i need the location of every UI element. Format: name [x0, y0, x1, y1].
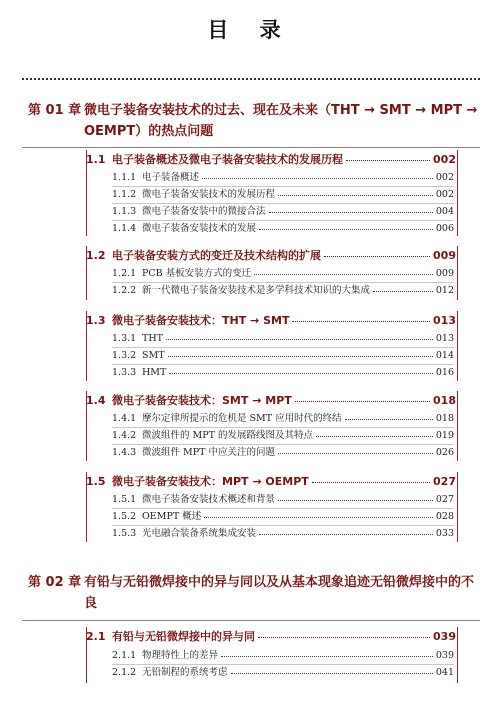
entry-page: 026 — [435, 447, 454, 458]
entry-page: 014 — [435, 350, 454, 361]
entry-number: 1.1.3 — [112, 206, 137, 217]
toc-entry[interactable] — [112, 365, 454, 381]
section-heading[interactable] — [86, 247, 456, 265]
entry-number: 1.2.2 — [112, 285, 137, 296]
entry-number: 1.1.4 — [112, 223, 137, 234]
entry-page: 016 — [435, 367, 454, 378]
dot-leader — [312, 473, 430, 483]
section-heading[interactable] — [86, 392, 456, 410]
dotted-divider — [22, 78, 480, 80]
entry-page: 039 — [435, 650, 454, 661]
chapter-number: 第 01 章 — [28, 103, 82, 118]
chapter-heading[interactable] — [28, 100, 478, 142]
entry-number: 1.4.3 — [112, 447, 137, 458]
entry-number: 1.2.1 — [112, 268, 137, 279]
dot-leader — [254, 266, 433, 275]
entry-number: 1.3.2 — [112, 350, 137, 361]
entry-page: 018 — [435, 413, 454, 424]
entry-number: 1.5.2 — [112, 511, 137, 522]
toc-entry[interactable] — [112, 204, 454, 220]
toc-entry[interactable] — [112, 170, 454, 186]
entry-title: 微电子装备安装技术的发展历程 — [142, 189, 276, 200]
dot-leader — [168, 348, 433, 357]
entry-title: 摩尔定律所提示的危机是 SMT 应用时代的终结 — [142, 413, 342, 424]
entry-title: 微波组件的 MPT 的发展路线图及其特点 — [142, 430, 313, 441]
toc-entry[interactable] — [112, 331, 454, 347]
entry-title: HMT — [142, 367, 167, 378]
entry-title: PCB 基板安装方式的变迁 — [142, 268, 252, 279]
entry-title: 电子装备概述 — [142, 172, 200, 183]
dot-leader — [258, 628, 430, 638]
section-page: 027 — [433, 475, 456, 488]
dot-leader — [221, 648, 433, 657]
entry-page: 041 — [435, 667, 454, 678]
toc-entry[interactable] — [112, 492, 454, 508]
section-page: 039 — [433, 630, 456, 643]
toc-entry[interactable] — [112, 445, 454, 461]
section-heading[interactable] — [86, 628, 456, 646]
entry-page: 009 — [435, 268, 454, 279]
entry-page: 019 — [435, 430, 454, 441]
entry-title: 微电子装备安装技术的发展 — [142, 223, 257, 234]
toc-entry[interactable] — [112, 648, 454, 664]
dot-leader — [204, 509, 433, 518]
entry-title: 无铅制程的系统考虑 — [142, 667, 228, 678]
dot-leader — [316, 428, 433, 437]
dot-leader — [295, 392, 430, 402]
entry-page: 027 — [435, 494, 454, 505]
entry-page: 006 — [435, 223, 454, 234]
section-heading[interactable] — [86, 473, 456, 491]
entry-number: 1.5.3 — [112, 528, 137, 539]
section-number: 1.3 — [86, 314, 106, 327]
toc-entry[interactable] — [112, 526, 454, 542]
dot-leader — [202, 170, 433, 179]
dot-leader — [373, 283, 433, 292]
entry-number: 1.5.1 — [112, 494, 137, 505]
toc-entry[interactable] — [112, 221, 454, 237]
entry-number: 1.4.1 — [112, 413, 137, 424]
section-page: 002 — [433, 153, 456, 166]
dot-leader — [278, 445, 433, 454]
entry-title: SMT — [142, 350, 165, 361]
section-number: 2.1 — [86, 630, 106, 643]
dot-leader — [169, 365, 433, 374]
chapter-divider — [22, 620, 480, 621]
section-page: 013 — [433, 314, 456, 327]
entry-title: OEMPT 概述 — [142, 511, 202, 522]
dot-leader — [259, 526, 433, 535]
dot-leader — [259, 221, 433, 230]
dot-leader — [324, 247, 430, 257]
section-title: 微电子装备安装技术：SMT → MPT — [112, 394, 292, 407]
toc-entry[interactable] — [112, 187, 454, 203]
entry-number: 1.3.1 — [112, 333, 137, 344]
entry-title: 光电融合装备系统集成安装 — [142, 528, 257, 539]
chapter-title: 微电子装备安装技术的过去、现在及未来（THT → SMT → MPT → OEMPT）的热点问题 — [84, 103, 478, 139]
entry-number: 2.1.2 — [112, 667, 137, 678]
entry-number: 1.1.2 — [112, 189, 137, 200]
entry-title: 物理特性上的差异 — [142, 650, 219, 661]
entry-number: 1.3.3 — [112, 367, 137, 378]
entry-page: 013 — [435, 333, 454, 344]
toc-entry[interactable] — [112, 411, 454, 427]
section-title: 电子装备安装方式的变迁及技术结构的扩展 — [112, 249, 321, 262]
dot-leader — [231, 665, 433, 674]
entry-title: THT — [142, 333, 163, 344]
dot-leader — [346, 151, 430, 161]
section-heading[interactable] — [86, 151, 456, 169]
toc-entry[interactable] — [112, 283, 454, 299]
entry-page: 012 — [435, 285, 454, 296]
dot-leader — [269, 204, 433, 213]
toc-entry[interactable] — [112, 266, 454, 282]
section-page: 018 — [433, 394, 456, 407]
entry-page: 004 — [435, 206, 454, 217]
section-title: 微电子装备安装技术：MPT → OEMPT — [112, 475, 309, 488]
toc-entry[interactable] — [112, 665, 454, 681]
chapter-number: 第 02 章 — [28, 575, 82, 590]
entry-title: 微电子装备安装中的微接合法 — [142, 206, 266, 217]
section-heading[interactable] — [86, 312, 456, 330]
chapter-title: 有铅与无铅微焊接中的异与同以及从基本现象追迹无铅微焊接中的不良 — [84, 575, 475, 611]
section-number: 1.4 — [86, 394, 106, 407]
dot-leader — [345, 411, 433, 420]
dot-leader — [278, 187, 433, 196]
page-title: 目 录 — [207, 18, 293, 42]
section-number: 1.5 — [86, 475, 106, 488]
section-page: 009 — [433, 249, 456, 262]
entry-number: 2.1.1 — [112, 650, 137, 661]
section-title: 电子装备概述及微电子装备安装技术的发展历程 — [112, 153, 343, 166]
section-number: 1.2 — [86, 249, 106, 262]
dot-leader — [292, 312, 430, 322]
entry-number: 1.1.1 — [112, 172, 137, 183]
entry-page: 002 — [435, 189, 454, 200]
entry-page: 033 — [435, 528, 454, 539]
chapter-divider — [22, 147, 480, 148]
dot-leader — [166, 331, 433, 340]
entry-page: 028 — [435, 511, 454, 522]
entry-title: 微波组件 MPT 中应关注的问题 — [142, 447, 275, 458]
entry-title: 新一代微电子装备安装技术是多学科技术知识的大集成 — [142, 285, 371, 296]
section-title: 微电子装备安装技术：THT → SMT — [112, 314, 290, 327]
entry-title: 微电子装备安装技术概述和背景 — [142, 494, 276, 505]
section-number: 1.1 — [86, 153, 106, 166]
entry-number: 1.4.2 — [112, 430, 137, 441]
toc-entry[interactable] — [112, 348, 454, 364]
toc-entry[interactable] — [112, 428, 454, 444]
entry-page: 002 — [435, 172, 454, 183]
chapter-heading[interactable] — [28, 572, 478, 614]
section-title: 有铅与无铅微焊接中的异与同 — [112, 630, 255, 643]
toc-entry[interactable] — [112, 509, 454, 525]
dot-leader — [278, 492, 433, 501]
